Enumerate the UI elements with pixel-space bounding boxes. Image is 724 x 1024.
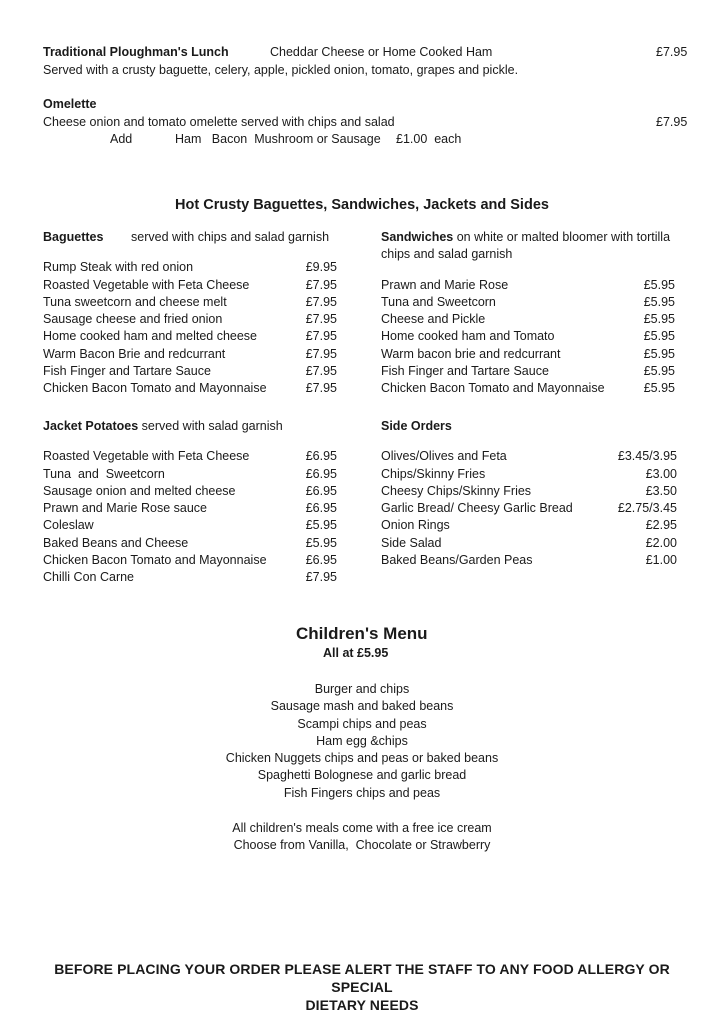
allergy-notice bbox=[30, 960, 694, 1014]
item-price: £6.95 bbox=[305, 466, 337, 481]
item-name: Tuna and Sweetcorn bbox=[43, 466, 165, 481]
jackets-list bbox=[43, 448, 337, 586]
item-name: Warm bacon brie and redcurrant bbox=[381, 346, 561, 361]
item-name: Olives/Olives and Feta bbox=[381, 449, 507, 464]
menu-item bbox=[43, 380, 337, 397]
menu-item bbox=[43, 569, 337, 586]
kids-note-line2: Choose from Vanilla, Chocolate or Strawberry bbox=[233, 838, 491, 853]
item-price: £6.95 bbox=[305, 483, 337, 498]
item-name: Onion Rings bbox=[381, 518, 450, 533]
sides-section bbox=[381, 418, 677, 569]
item-name: Rump Steak with red onion bbox=[43, 260, 194, 275]
item-price: £7.95 bbox=[305, 294, 337, 309]
allergy-line2: DIETARY NEEDS bbox=[305, 997, 419, 1013]
childrens-subtitle: All at £5.95 bbox=[323, 646, 389, 660]
item-name: Chicken Bacon Tomato and Mayonnaise bbox=[381, 381, 605, 396]
omelette-add-price: £1.00 each bbox=[396, 132, 462, 146]
menu-item bbox=[381, 380, 675, 397]
item-price: £5.95 bbox=[305, 535, 337, 550]
sides-title: Side Orders bbox=[381, 419, 452, 433]
item-price: £6.95 bbox=[305, 501, 337, 516]
kids-item: Fish Fingers chips and peas bbox=[283, 785, 441, 800]
menu-item bbox=[43, 448, 337, 465]
kids-item: Scampi chips and peas bbox=[297, 716, 427, 731]
kids-item: Spaghetti Bolognese and garlic bread bbox=[257, 768, 467, 783]
menu-item bbox=[381, 277, 675, 294]
jackets-section bbox=[43, 418, 337, 587]
item-price: £2.00 bbox=[645, 535, 677, 550]
baguettes-section bbox=[43, 229, 337, 398]
sandwiches-list bbox=[381, 277, 675, 398]
item-name: Chilli Con Carne bbox=[43, 570, 135, 585]
menu-item bbox=[43, 535, 337, 552]
item-name: Cheesy Chips/Skinny Fries bbox=[381, 483, 532, 498]
item-name: Side Salad bbox=[381, 535, 442, 550]
item-price: £2.75/3.45 bbox=[617, 501, 677, 516]
item-price: £9.95 bbox=[305, 260, 337, 275]
item-name: Chicken Bacon Tomato and Mayonnaise bbox=[43, 553, 267, 568]
item-name: Fish Finger and Tartare Sauce bbox=[381, 364, 549, 379]
item-price: £6.95 bbox=[305, 449, 337, 464]
allergy-line1: BEFORE PLACING YOUR ORDER PLEASE ALERT THE STAFF TO ANY FOOD ALLERGY OR SPECIAL bbox=[54, 961, 670, 995]
item-name: Roasted Vegetable with Feta Cheese bbox=[43, 277, 250, 292]
item-price: £3.00 bbox=[645, 466, 677, 481]
menu-item bbox=[43, 466, 337, 483]
item-price: £7.95 bbox=[305, 364, 337, 379]
childrens-list bbox=[0, 681, 724, 855]
sandwiches-title: Sandwiches bbox=[381, 230, 454, 244]
menu-item bbox=[381, 500, 677, 517]
item-name: Tuna sweetcorn and cheese melt bbox=[43, 294, 227, 309]
item-price: £5.95 bbox=[643, 277, 675, 292]
menu-item bbox=[381, 483, 677, 500]
sandwiches-subtitle-line2: chips and salad garnish bbox=[381, 247, 513, 262]
menu-item bbox=[43, 483, 337, 500]
menu-item bbox=[43, 363, 337, 380]
item-name: Coleslaw bbox=[43, 518, 94, 533]
menu-item bbox=[381, 517, 677, 534]
menu-item bbox=[381, 346, 675, 363]
menu-item bbox=[43, 346, 337, 363]
menu-item bbox=[381, 363, 675, 380]
menu-item bbox=[381, 535, 677, 552]
menu-item bbox=[381, 552, 677, 569]
item-name: Sausage cheese and fried onion bbox=[43, 312, 223, 327]
item-price: £1.00 bbox=[645, 553, 677, 568]
item-price: £5.95 bbox=[643, 381, 675, 396]
kids-item: Ham egg &chips bbox=[316, 733, 408, 748]
item-name: Prawn and Marie Rose sauce bbox=[43, 501, 207, 516]
menu-item bbox=[381, 328, 675, 345]
item-price: £7.95 bbox=[305, 381, 337, 396]
baguettes-list bbox=[43, 259, 337, 397]
item-price: £3.45/3.95 bbox=[617, 449, 677, 464]
omelette-add-label: Add bbox=[110, 132, 133, 146]
omelette-description: Cheese onion and tomato omelette served with chips and salad bbox=[43, 115, 395, 129]
jackets-title: Jacket Potatoes bbox=[43, 419, 139, 433]
item-price: £7.95 bbox=[305, 346, 337, 361]
item-price: £5.95 bbox=[643, 364, 675, 379]
menu-item bbox=[381, 311, 675, 328]
childrens-title: Children's Menu bbox=[296, 624, 428, 643]
item-name: Roasted Vegetable with Feta Cheese bbox=[43, 449, 250, 464]
kids-note-line1: All children's meals come with a free ice cream bbox=[232, 821, 492, 836]
kids-item: Burger and chips bbox=[314, 682, 410, 696]
menu-item bbox=[43, 552, 337, 569]
item-name: Home cooked ham and melted cheese bbox=[43, 329, 258, 344]
hot-section-title: Hot Crusty Baguettes, Sandwiches, Jackets and Sides bbox=[175, 197, 549, 213]
ploughmans-title: Traditional Ploughman's Lunch bbox=[43, 45, 229, 59]
sides-list bbox=[381, 448, 677, 569]
menu-item bbox=[381, 294, 675, 311]
kids-item: Chicken Nuggets chips and peas or baked beans bbox=[225, 751, 499, 766]
menu-item bbox=[43, 328, 337, 345]
item-name: Home cooked ham and Tomato bbox=[381, 329, 555, 344]
ploughmans-description: Served with a crusty baguette, celery, apple, pickled onion, tomato, grapes and pickle. bbox=[43, 63, 519, 77]
baguettes-title: Baguettes bbox=[43, 230, 104, 244]
menu-item bbox=[43, 259, 337, 276]
menu-item bbox=[381, 466, 677, 483]
item-price: £7.95 bbox=[305, 312, 337, 327]
jackets-subtitle: served with salad garnish bbox=[141, 419, 283, 433]
sandwiches-section bbox=[381, 229, 675, 398]
sandwiches-subtitle-line1: on white or malted bloomer with tortilla bbox=[456, 230, 671, 244]
menu-item bbox=[43, 500, 337, 517]
item-name: Tuna and Sweetcorn bbox=[381, 294, 496, 309]
item-name: Warm Bacon Brie and redcurrant bbox=[43, 346, 226, 361]
menu-item bbox=[43, 294, 337, 311]
item-name: Fish Finger and Tartare Sauce bbox=[43, 364, 211, 379]
kids-item: Sausage mash and baked beans bbox=[270, 699, 454, 714]
item-name: Prawn and Marie Rose bbox=[381, 277, 509, 292]
ploughmans-price: £7.95 bbox=[656, 45, 688, 59]
menu-item bbox=[43, 517, 337, 534]
item-price: £2.95 bbox=[645, 518, 677, 533]
item-price: £7.95 bbox=[305, 277, 337, 292]
item-name: Garlic Bread/ Cheesy Garlic Bread bbox=[381, 501, 573, 516]
item-price: £5.95 bbox=[643, 294, 675, 309]
item-price: £5.95 bbox=[643, 312, 675, 327]
omelette-price: £7.95 bbox=[656, 115, 688, 129]
item-name: Baked Beans/Garden Peas bbox=[381, 553, 533, 568]
item-price: £5.95 bbox=[643, 329, 675, 344]
item-price: £5.95 bbox=[305, 518, 337, 533]
item-name: Sausage onion and melted cheese bbox=[43, 483, 236, 498]
baguettes-subtitle: served with chips and salad garnish bbox=[131, 230, 330, 244]
item-price: £7.95 bbox=[305, 570, 337, 585]
omelette-add-items: Ham Bacon Mushroom or Sausage bbox=[175, 132, 381, 146]
menu-item bbox=[43, 311, 337, 328]
item-name: Chicken Bacon Tomato and Mayonnaise bbox=[43, 381, 267, 396]
item-price: £5.95 bbox=[643, 346, 675, 361]
item-price: £3.50 bbox=[645, 483, 677, 498]
item-price: £7.95 bbox=[305, 329, 337, 344]
menu-item bbox=[381, 448, 677, 465]
omelette-title: Omelette bbox=[43, 97, 97, 111]
item-name: Cheese and Pickle bbox=[381, 312, 486, 327]
item-name: Baked Beans and Cheese bbox=[43, 535, 189, 550]
item-name: Chips/Skinny Fries bbox=[381, 466, 486, 481]
item-price: £6.95 bbox=[305, 553, 337, 568]
menu-item bbox=[43, 277, 337, 294]
ploughmans-option: Cheddar Cheese or Home Cooked Ham bbox=[270, 45, 493, 59]
